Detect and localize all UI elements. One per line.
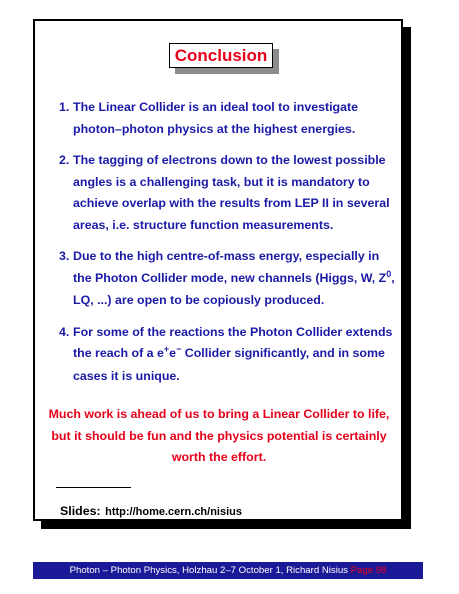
footnote-rule <box>56 487 131 488</box>
footer-bar <box>33 562 423 579</box>
item-text-after: Collider significantly, and in some cases it is unique. <box>73 346 385 383</box>
closing-statement: Much work is ahead of us to bring a Linear Collider to life, but it should be fun and the physics potential is certainly worth the effort. <box>48 407 390 464</box>
item-text: The tagging of electrons down to the lowest possible angles is a challenging task, but it is mandatory to achieve overlap with the results from LEP II in several areas, i.e. structure function measurements. <box>73 153 390 232</box>
slides-reference <box>60 502 242 520</box>
slides-label: Slides: <box>60 504 101 518</box>
page-number: Page 98 <box>350 565 387 576</box>
superscript-minus: − <box>176 344 182 354</box>
item-text-before: Due to the high centre-of-mass energy, especially in the Photon Collider mode, new channels (Higgs, W, Z <box>73 249 387 285</box>
page-title: Conclusion <box>169 43 273 68</box>
list-item <box>59 322 397 388</box>
title-container <box>169 43 273 68</box>
conclusion-list <box>59 97 397 397</box>
item-number: 1. <box>59 100 70 114</box>
slide-frame <box>33 19 403 521</box>
item-text-before: For some of the reactions the Photon Collider extends the reach of a e <box>73 324 393 360</box>
superscript-plus: + <box>163 344 170 354</box>
superscript: 0 <box>386 268 392 279</box>
item-text-after: , LQ, ...) are open to be copiously produced. <box>73 270 395 307</box>
slides-url[interactable]: http://home.cern.ch/nisius <box>105 506 242 518</box>
list-item <box>59 246 397 312</box>
list-item <box>59 150 397 236</box>
item-number: 3. <box>59 249 70 263</box>
footer-text: Photon – Photon Physics, Holzhau 2–7 October 1, Richard Nisius <box>69 565 348 576</box>
item-text: The Linear Collider is an ideal tool to investigate photon–photon physics at the highest energies. <box>73 100 359 136</box>
item-number: 4. <box>59 324 70 339</box>
item-number: 2. <box>59 153 70 167</box>
item-text-mid: e <box>169 346 177 360</box>
list-item <box>59 97 397 140</box>
